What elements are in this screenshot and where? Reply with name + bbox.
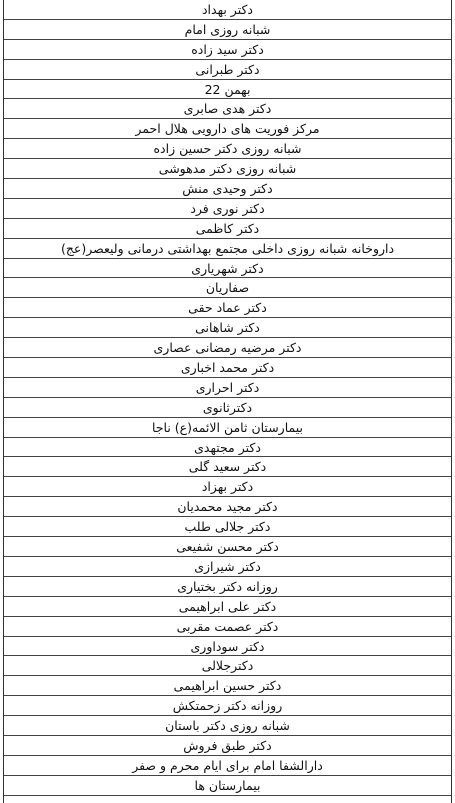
list-item: بهمن 22 xyxy=(4,80,451,100)
list-item: دکتر سوداوری xyxy=(4,637,451,657)
list-item: دکتر شیرازی xyxy=(4,557,451,577)
list-item: دکتر سید زاده xyxy=(4,40,451,60)
list-item: دکتر هدی صابری xyxy=(4,99,451,119)
list-item: بیمارستان ها xyxy=(4,776,451,796)
list-item: دارالشفا امام برای ایام محرم و صفر xyxy=(4,756,451,776)
list-item: دکتر وحیدی منش xyxy=(4,179,451,199)
list-item: روزانه دکتر زحمتکش xyxy=(4,696,451,716)
list-item: شبانه روزی دکتر حسین زاده xyxy=(4,139,451,159)
list-item: دکتر نوری فرد xyxy=(4,199,451,219)
list-item: دکتر محمد اخباری xyxy=(4,358,451,378)
list-item: دکتر بهداد xyxy=(4,0,451,20)
pharmacy-list xyxy=(4,0,451,796)
list-item: دکتر شهریاری xyxy=(4,259,451,279)
list-item: دکتر طبرانی xyxy=(4,60,451,80)
list-item: دکتر مجید محمدیان xyxy=(4,497,451,517)
list-item: شبانه روزی دکتر مدهوشی xyxy=(4,159,451,179)
list-item: بیمارستان ثامن الائمه(ع) ناجا xyxy=(4,418,451,438)
list-item: دکتر محسن شفیعی xyxy=(4,537,451,557)
list-item: دکتر جلالی طلب xyxy=(4,517,451,537)
list-item: دکتر مجتهدی xyxy=(4,438,451,458)
list-item: دکتر علی ابراهیمی xyxy=(4,597,451,617)
list-item: دکترثانوی xyxy=(4,398,451,418)
list-item: روزانه دکتر بختیاری xyxy=(4,577,451,597)
pharmacy-list-sheet xyxy=(3,0,452,803)
list-item: دکتر عماد حقی xyxy=(4,298,451,318)
list-item: دکتر حسین ابراهیمی xyxy=(4,676,451,696)
list-item: دکتر کاظمی xyxy=(4,219,451,239)
list-item: دکتر بهزاد xyxy=(4,477,451,497)
list-item: دکتر احراری xyxy=(4,378,451,398)
list-item: داروخانه شبانه روزی داخلی مجتمع بهداشتی درمانی ولیعصر(عج) xyxy=(4,239,451,259)
list-item: دکترجلالی xyxy=(4,656,451,676)
list-item: مرکز فوریت های دارویی هلال احمر xyxy=(4,119,451,139)
list-item: دکتر مرضیه رمضانی عصاری xyxy=(4,338,451,358)
list-item: شبانه روزی امام xyxy=(4,20,451,40)
list-item: دکتر سعید گلی xyxy=(4,457,451,477)
list-item: دکتر عصمت مقربی xyxy=(4,617,451,637)
list-item: دکتر طبق فروش xyxy=(4,736,451,756)
list-item: شبانه روزی دکتر باستان xyxy=(4,716,451,736)
list-item: صفاریان xyxy=(4,278,451,298)
list-item: دکتر شاهانی xyxy=(4,318,451,338)
